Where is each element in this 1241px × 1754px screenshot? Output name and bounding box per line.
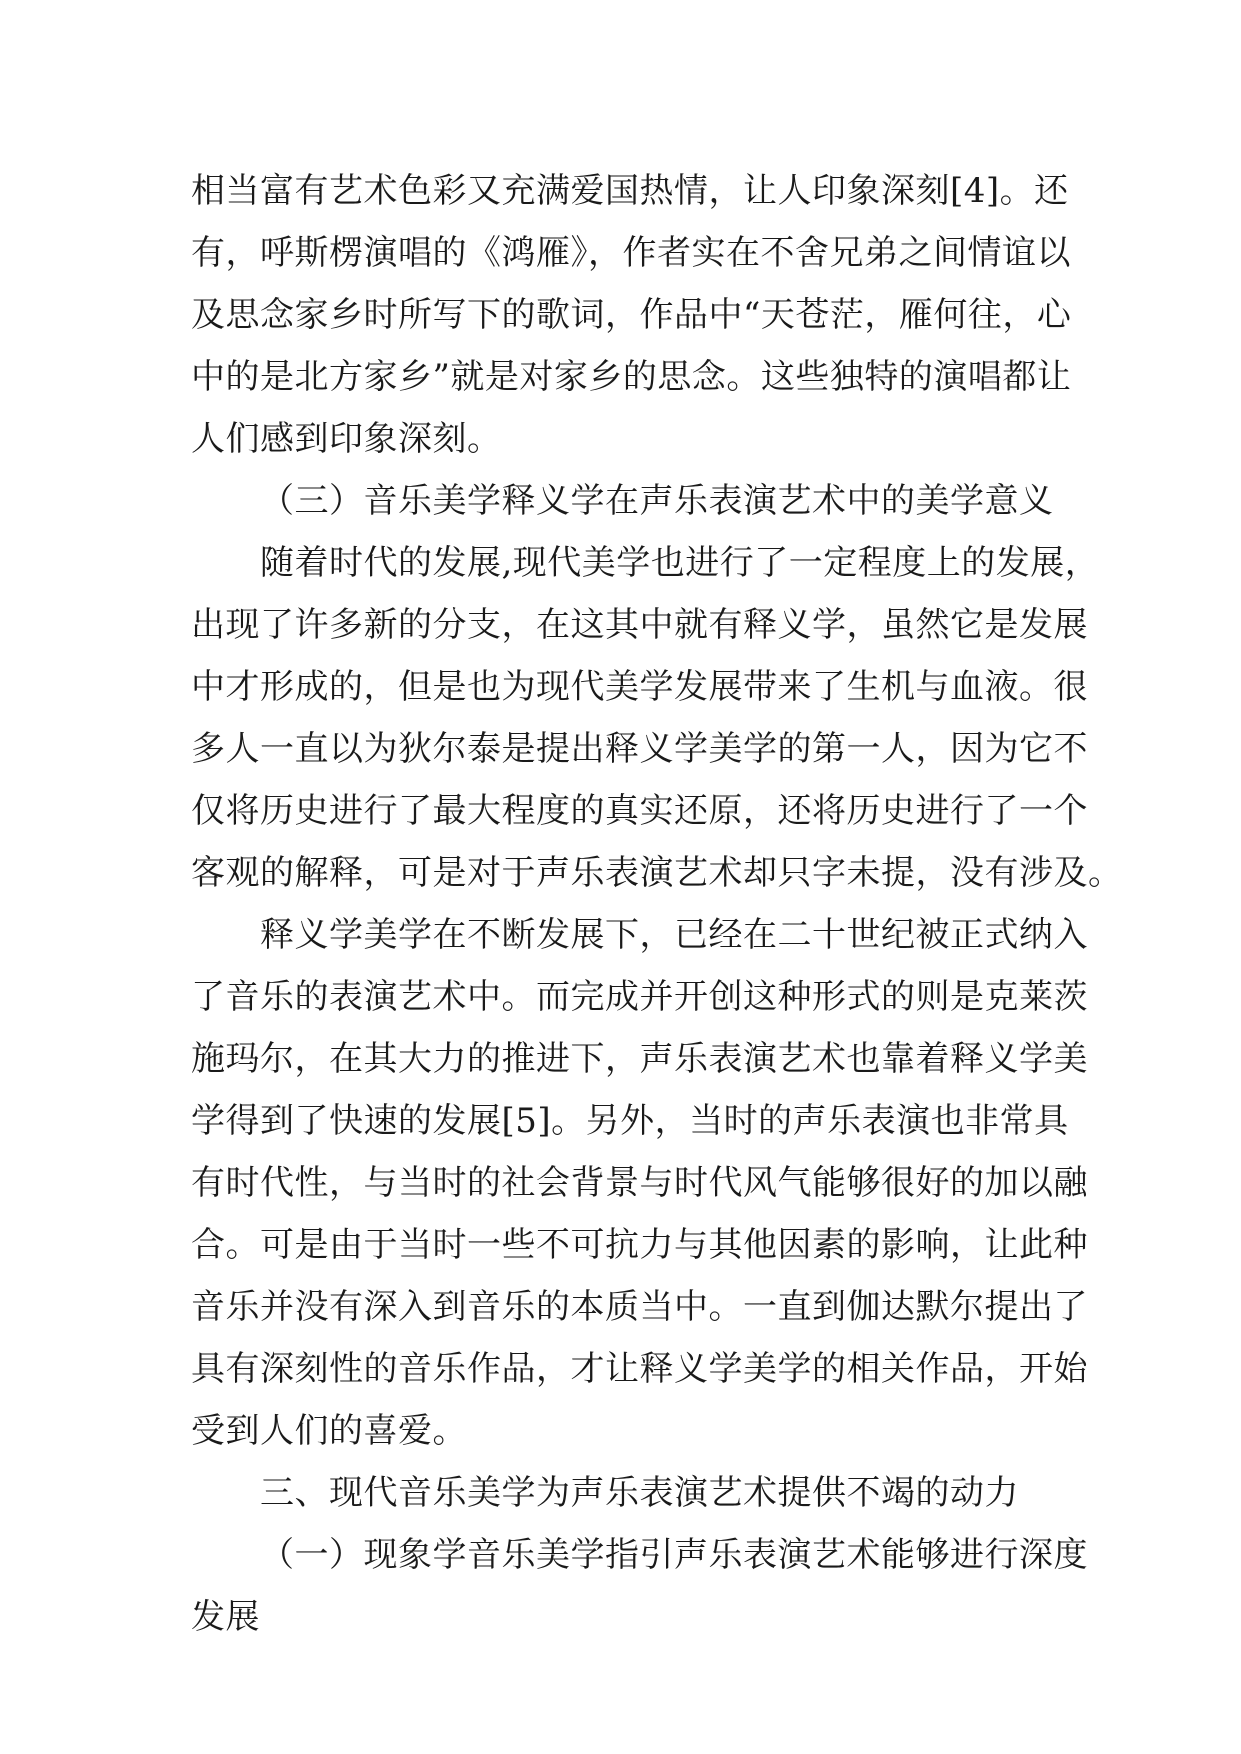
chapter-heading: 三、现代音乐美学为声乐表演艺术提供不竭的动力 — [260, 1473, 1019, 1513]
paragraph-line: 具有深刻性的音乐作品，才让释义学美学的相关作品，开始 — [191, 1349, 1088, 1389]
section-heading: （一）现象学音乐美学指引声乐表演艺术能够进行深度 — [260, 1535, 1088, 1575]
paragraph-line: 合。可是由于当时一些不可抗力与其他因素的影响，让此种 — [191, 1225, 1088, 1265]
paragraph-line: 及思念家乡时所写下的歌词，作品中“天苍茫，雁何往，心 — [191, 295, 1072, 335]
paragraph-line: 有时代性，与当时的社会背景与时代风气能够很好的加以融 — [191, 1163, 1088, 1203]
paragraph-line: 人们感到印象深刻。 — [191, 419, 502, 459]
paragraph-line: 客观的解释，可是对于声乐表演艺术却只字未提，没有涉及。 — [191, 853, 1123, 893]
document-page — [191, 160, 1123, 1648]
paragraph-line: 了音乐的表演艺术中。而完成并开创这种形式的则是克莱茨 — [191, 977, 1088, 1017]
paragraph-line: 出现了许多新的分支，在这其中就有释义学，虽然它是发展 — [191, 605, 1088, 645]
paragraph-line: 中才形成的，但是也为现代美学发展带来了生机与血液。很 — [191, 667, 1088, 707]
paragraph-line: 音乐并没有深入到音乐的本质当中。一直到伽达默尔提出了 — [191, 1287, 1088, 1327]
paragraph-line: 相当富有艺术色彩又充满爱国热情，让人印象深刻[4]。还 — [191, 171, 1069, 211]
paragraph-line: 受到人们的喜爱。 — [191, 1411, 467, 1451]
paragraph-line: 施玛尔，在其大力的推进下，声乐表演艺术也靠着释义学美 — [191, 1039, 1088, 1079]
section-heading-continued: 发展 — [191, 1597, 260, 1637]
paragraph-line: 多人一直以为狄尔泰是提出释义学美学的第一人，因为它不 — [191, 729, 1088, 769]
paragraph-line: 释义学美学在不断发展下，已经在二十世纪被正式纳入 — [260, 915, 1088, 955]
paragraph-line: 中的是北方家乡”就是对家乡的思念。这些独特的演唱都让 — [191, 357, 1072, 397]
paragraph-line: 仅将历史进行了最大程度的真实还原，还将历史进行了一个 — [191, 791, 1088, 831]
paragraph-line: 学得到了快速的发展[5]。另外，当时的声乐表演也非常具 — [191, 1101, 1069, 1141]
paragraph-line: 有，呼斯楞演唱的《鸿雁》，作者实在不舍兄弟之间情谊以 — [191, 233, 1071, 273]
section-heading: （三）音乐美学释义学在声乐表演艺术中的美学意义 — [260, 481, 1054, 521]
paragraph-line: 随着时代的发展,现代美学也进行了一定程度上的发展， — [260, 543, 1100, 583]
